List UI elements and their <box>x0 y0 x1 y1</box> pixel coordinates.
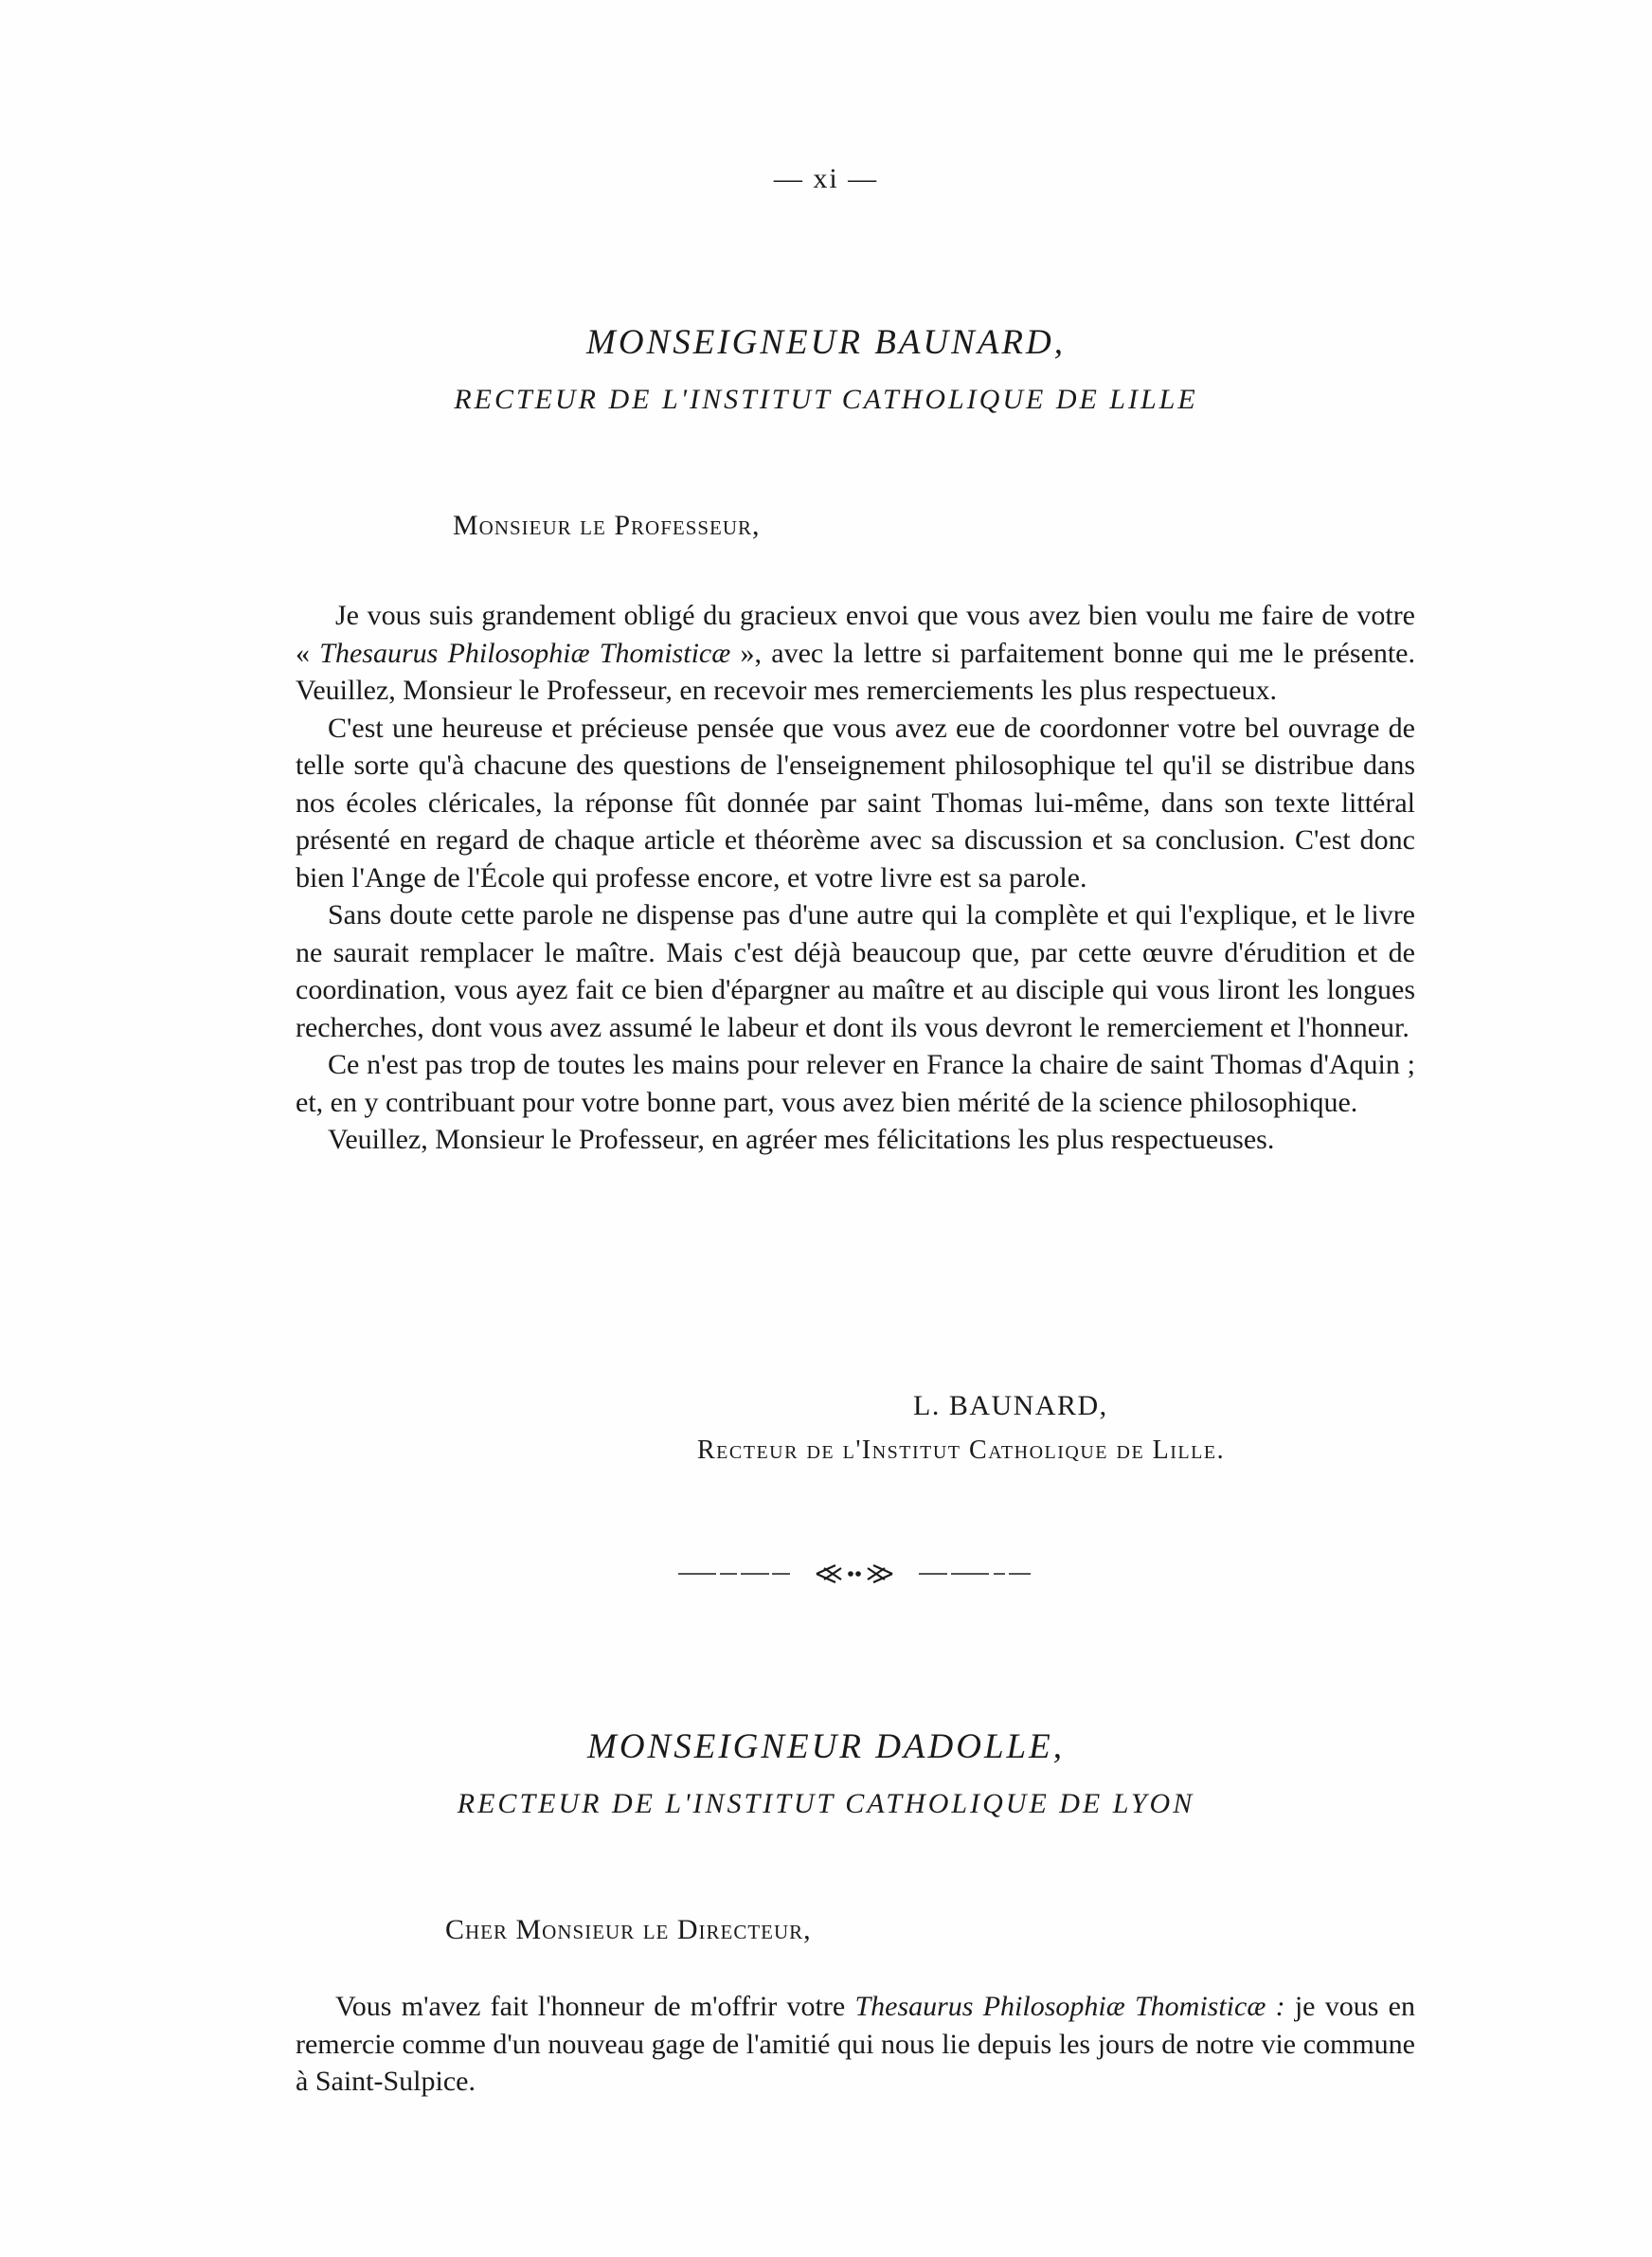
paragraph-text: », avec la lettre si parfaitement bonne qui me le présente. Veuillez, Monsieur le Professeur, en recevoir mes remerciements les plus respectueux. <box>296 637 1415 706</box>
paragraph-text: je vous en remercie comme d'un nouveau gage de l'amitié qui nous lie depuis les jours de notre vie commune à Saint-Sulpice. <box>296 1991 1416 2097</box>
heading-name: MONSEIGNEUR DADOLLE, <box>587 1727 1065 1766</box>
signature: L. BAUNARD, <box>913 1390 1108 1421</box>
book-title: Thesaurus Philosophiæ Thomisticæ <box>319 637 731 669</box>
page-number: — xi — <box>773 163 879 194</box>
paragraph: Veuillez, Monsieur le Professeur, en agréer mes félicitations les plus respectueuses. <box>328 1124 1275 1155</box>
paragraph <box>296 1988 1415 2101</box>
section-heading-baunard <box>0 322 1652 416</box>
paragraph: Sans doute cette parole ne dispense pas d'une autre qui la complète et qui l'explique, et le livre ne saurait remplacer le maître. Mais c'est déjà beaucoup que, par cette œuvre d'érudition et de coordination, vous ayez fait ce bien d'épargner au maître et au disciple qui vous liront les longues recherches, dont vous avez assumé le labeur et dont ils vous devront le remerciement et l'honneur. <box>296 899 1415 1043</box>
letter-body-dadolle <box>296 1988 1415 2101</box>
section-heading-dadolle <box>0 1726 1652 1820</box>
book-title: Thesaurus Philosophiæ Thomisticæ : <box>854 1991 1285 2022</box>
heading-subtitle: RECTEUR DE L'INSTITUT CATHOLIQUE DE LILLE <box>454 384 1198 415</box>
heading-name: MONSEIGNEUR BAUNARD, <box>586 323 1066 362</box>
salutation: Monsieur le Professeur, <box>453 510 761 541</box>
paragraph <box>296 597 1415 710</box>
paragraph: C'est une heureuse et précieuse pensée que vous avez eue de coordonner votre bel ouvrage de telle sorte qu'à chacune des questions de l'enseignement philosophique tel qu'il se distribue dans nos écoles cléricales, la réponse fût donnée par saint Thomas lui-même, dans son texte littéral présenté en regard de chaque article et théorème avec sa discussion et sa conclusion. C'est donc bien l'Ange de l'École qui professe encore, et votre livre est sa parole. <box>296 712 1415 894</box>
heading-subtitle: RECTEUR DE L'INSTITUT CATHOLIQUE DE LYON <box>457 1788 1195 1819</box>
paragraph-text: Je vous suis grandement obligé du gracieux envoi que vous avez bien voulu me faire de votre « <box>296 600 1415 669</box>
paragraph: Ce n'est pas trop de toutes les mains pour relever en France la chaire de saint Thomas d'Aquin ; et, en y contribuant pour votre bonne part, vous avez bien mérité de la science philosophique. <box>296 1049 1415 1118</box>
salutation: Cher Monsieur le Directeur, <box>445 1914 812 1945</box>
letter-body-baunard <box>296 597 1415 1159</box>
fleuron-divider-icon <box>674 1559 1034 1587</box>
signature-title: Recteur de l'Institut Catholique de Lille. <box>697 1435 1226 1465</box>
paragraph-text: Vous m'avez fait l'honneur de m'offrir votre <box>335 1991 855 2022</box>
